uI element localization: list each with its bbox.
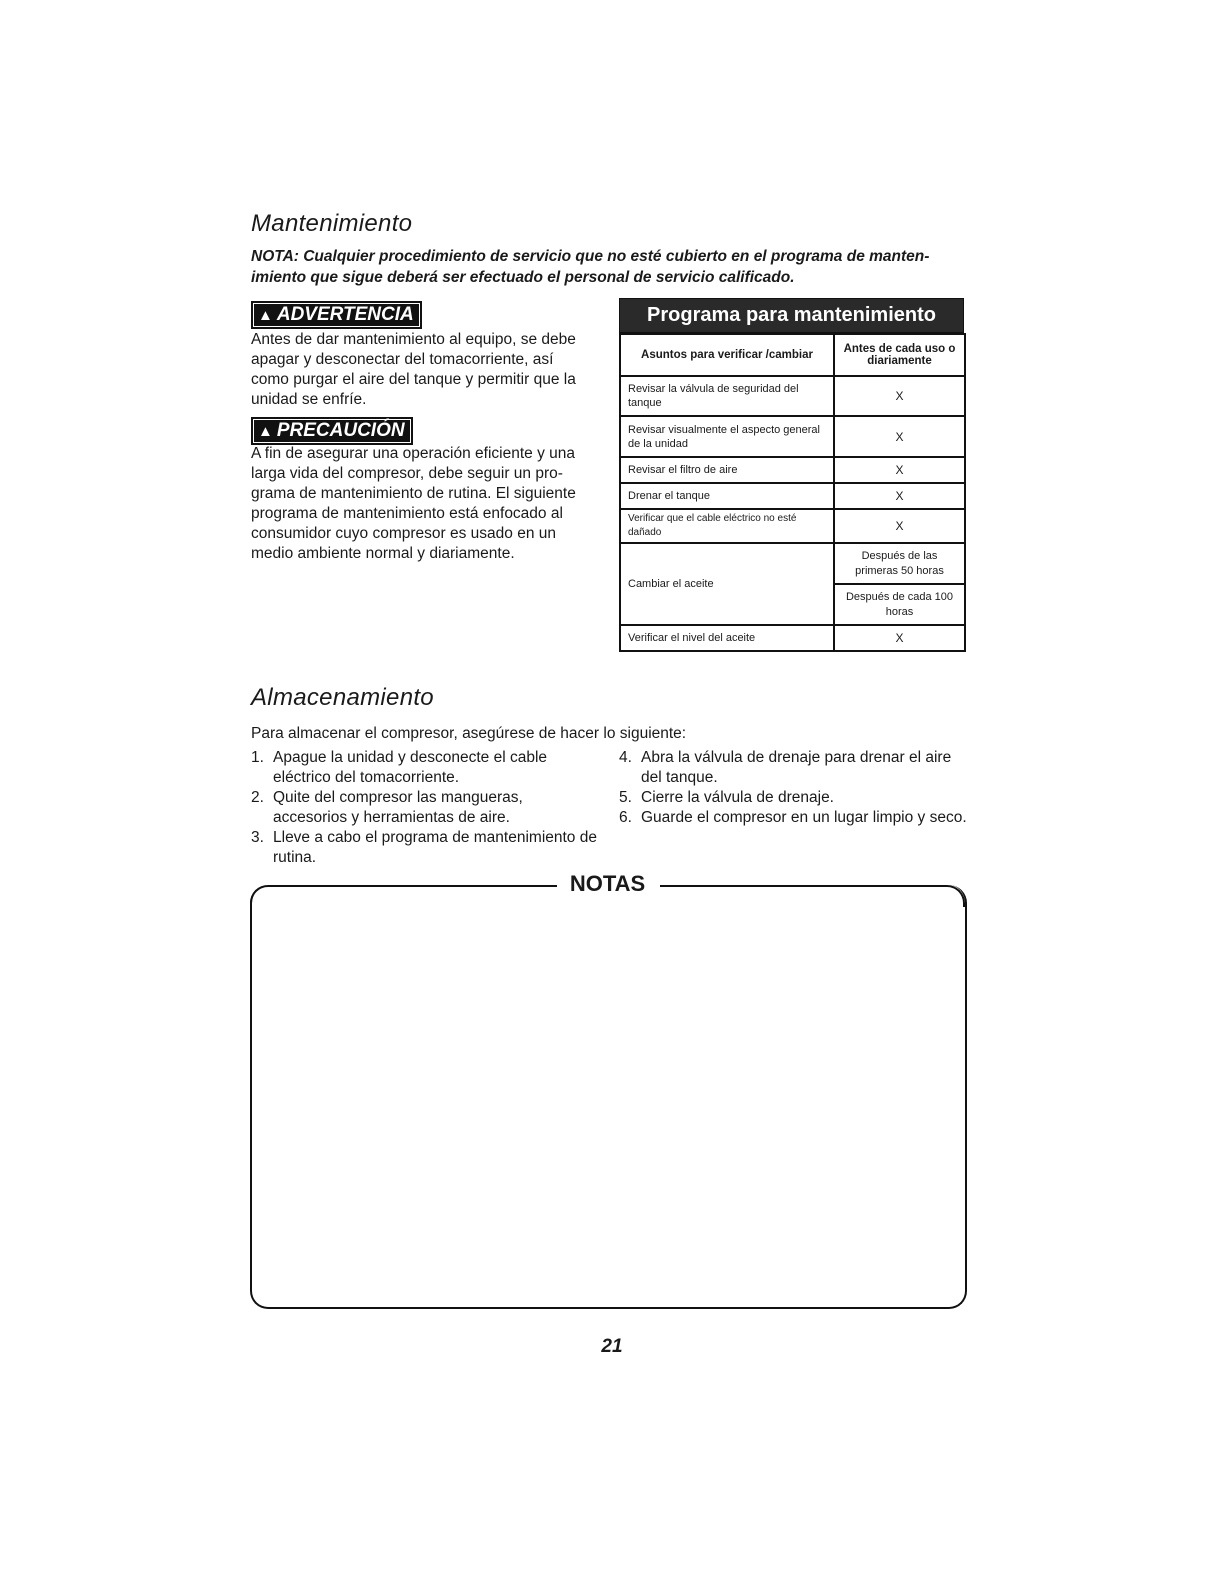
table-row [620, 543, 965, 584]
row-item: Cambiar el aceite [620, 543, 834, 625]
notes-title: NOTAS [569, 871, 646, 896]
row-item: Drenar el tanque [620, 483, 834, 509]
row-item: Revisar visualmente el aspecto general de la unidad [620, 416, 834, 457]
notes-border-left [250, 885, 557, 907]
row-freq: X [834, 509, 965, 543]
row-item: Revisar la válvula de seguridad del tanque [620, 376, 834, 416]
header-items: Asuntos para verificar /cambiar [620, 334, 834, 376]
page-number: 21 [601, 1336, 623, 1357]
row-freq: X [834, 625, 965, 651]
row-freq: Después de las primeras 50 horas [834, 543, 965, 584]
table-row [620, 376, 965, 416]
storage-steps-left [251, 748, 601, 868]
maintenance-schedule [619, 298, 964, 652]
caution-triangle-icon: ▲ [258, 423, 273, 440]
list-item: 3. Lleve a cabo el programa de mantenimiento de rutina. [251, 829, 597, 866]
list-item: 5. Cierre la válvula de drenaje. [619, 789, 834, 806]
notes-box [250, 885, 967, 1309]
row-item: Verificar el nivel del aceite [620, 625, 834, 651]
notes-border-right [660, 885, 965, 907]
list-item: 1. Apague la unidad y desconecte el cable eléctrico del tomacorriente. [251, 749, 548, 786]
table-header-row [620, 334, 965, 376]
row-freq: X [834, 483, 965, 509]
warning-text: Antes de dar mantenimiento al equipo, se debe apagar y desconectar del tomacorriente, así como purgar el aire del tanque y permitir que la unidad se enfríe. [251, 331, 576, 408]
list-item: 2. Quite del compresor las mangueras, accesorios y herramientas de aire. [251, 789, 523, 826]
list-item: 6. Guarde el compresor en un lugar limpio y seco. [619, 809, 967, 826]
warning-badge [251, 301, 422, 329]
row-item: Verificar que el cable eléctrico no esté dañado [620, 509, 834, 543]
table-row [620, 416, 965, 457]
row-freq: X [834, 416, 965, 457]
table-row [620, 483, 965, 509]
list-item: 4. Abra la válvula de drenaje para drenar el aire del tanque. [619, 749, 952, 786]
section-title-almacenamiento: Almacenamiento [251, 684, 434, 711]
caution-text: A fin de asegurar una operación eficiente y una larga vida del compresor, debe seguir un pro-grama de mantenimiento de rutina. El siguiente programa de mantenimiento está enfocado al consumidor cuyo compresor es usado en un medio ambiente normal y diariamente. [251, 445, 576, 562]
warning-label: ADVERTENCIA [276, 304, 414, 325]
schedule-table [619, 333, 966, 652]
table-row [620, 625, 965, 651]
schedule-title: Programa para mantenimiento [619, 298, 964, 333]
warning-triangle-icon: ▲ [258, 307, 273, 324]
table-row [620, 457, 965, 483]
row-freq-2: Después de cada 100 horas [834, 584, 965, 625]
storage-intro: Para almacenar el compresor, asegúrese de hacer lo siguiente: [251, 725, 687, 742]
maintenance-note: NOTA: Cualquier procedimiento de servicio que no esté cubierto en el programa de manten-imiento que sigue deberá ser efectuado el personal de servicio calificado. [251, 248, 930, 286]
table-row [620, 509, 965, 543]
storage-steps-right [619, 748, 969, 828]
row-item: Revisar el filtro de aire [620, 457, 834, 483]
caution-label: PRECAUCIÓN [276, 420, 405, 441]
section-title-mantenimiento: Mantenimiento [251, 210, 413, 237]
header-frequency: Antes de cada uso o diariamente [834, 334, 965, 376]
row-freq: X [834, 457, 965, 483]
caution-badge [251, 417, 413, 445]
row-freq: X [834, 376, 965, 416]
